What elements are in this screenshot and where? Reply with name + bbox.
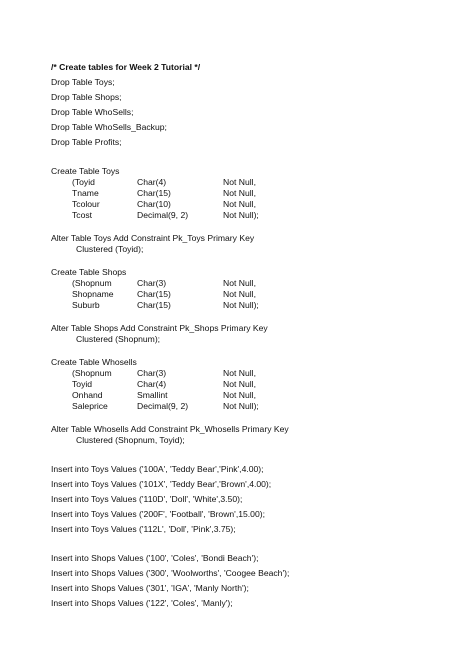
column-def-row: (Shopnum Char(3) Not Null, xyxy=(72,368,256,378)
drop-statement: Drop Table Toys; xyxy=(51,77,115,87)
insert-shops-statement: Insert into Shops Values ('300', 'Woolworths', 'Coogee Beach'); xyxy=(51,568,290,578)
drop-statement: Drop Table Profits; xyxy=(51,137,122,147)
alter-clustered: Clustered (Toyid); xyxy=(76,244,144,254)
column-def-row: Saleprice Decimal(9, 2) Not Null); xyxy=(72,401,259,411)
insert-shops-statement: Insert into Shops Values ('122', 'Coles', 'Manly'); xyxy=(51,598,233,608)
column-def-row: Tcolour Char(10) Not Null, xyxy=(72,199,256,209)
column-def-row: (Shopnum Char(3) Not Null, xyxy=(72,278,256,288)
insert-shops-statement: Insert into Shops Values ('100', 'Coles', 'Bondi Beach'); xyxy=(51,553,259,563)
column-def-row: (Toyid Char(4) Not Null, xyxy=(72,177,256,187)
alter-table-shops: Alter Table Shops Add Constraint Pk_Shops Primary Key xyxy=(51,323,268,333)
drop-statement: Drop Table Shops; xyxy=(51,92,122,102)
insert-toys-statement: Insert into Toys Values ('112L', 'Doll', 'Pink',3.75); xyxy=(51,524,236,534)
column-def-row: Toyid Char(4) Not Null, xyxy=(72,379,256,389)
create-table-whosells: Create Table Whosells xyxy=(51,357,137,367)
alter-table-whosells: Alter Table Whosells Add Constraint Pk_Whosells Primary Key xyxy=(51,424,289,434)
column-def-row: Suburb Char(15) Not Null); xyxy=(72,300,259,310)
insert-toys-statement: Insert into Toys Values ('110D', 'Doll', 'White',3.50); xyxy=(51,494,243,504)
column-def-row: Tname Char(15) Not Null, xyxy=(72,188,256,198)
insert-toys-statement: Insert into Toys Values ('101X', 'Teddy Bear','Brown',4.00); xyxy=(51,479,272,489)
alter-clustered: Clustered (Shopnum); xyxy=(76,334,161,344)
create-table-toys: Create Table Toys xyxy=(51,166,120,176)
column-def-row: Tcost Decimal(9, 2) Not Null); xyxy=(72,210,259,220)
drop-statement: Drop Table WhoSells_Backup; xyxy=(51,122,167,132)
insert-toys-statement: Insert into Toys Values ('100A', 'Teddy Bear','Pink',4.00); xyxy=(51,464,264,474)
column-def-row: Shopname Char(15) Not Null, xyxy=(72,289,256,299)
alter-table-toys: Alter Table Toys Add Constraint Pk_Toys Primary Key xyxy=(51,233,255,243)
insert-shops-statement: Insert into Shops Values ('301', 'IGA', 'Manly North'); xyxy=(51,583,249,593)
alter-clustered: Clustered (Shopnum, Toyid); xyxy=(76,435,185,445)
script-heading: /* Create tables for Week 2 Tutorial */ xyxy=(51,62,201,72)
sql-script xyxy=(51,62,451,609)
create-table-shops: Create Table Shops xyxy=(51,267,127,277)
drop-statement: Drop Table WhoSells; xyxy=(51,107,134,117)
insert-toys-statement: Insert into Toys Values ('200F', 'Football', 'Brown',15.00); xyxy=(51,509,265,519)
column-def-row: Onhand Smallint Not Null, xyxy=(72,390,256,400)
